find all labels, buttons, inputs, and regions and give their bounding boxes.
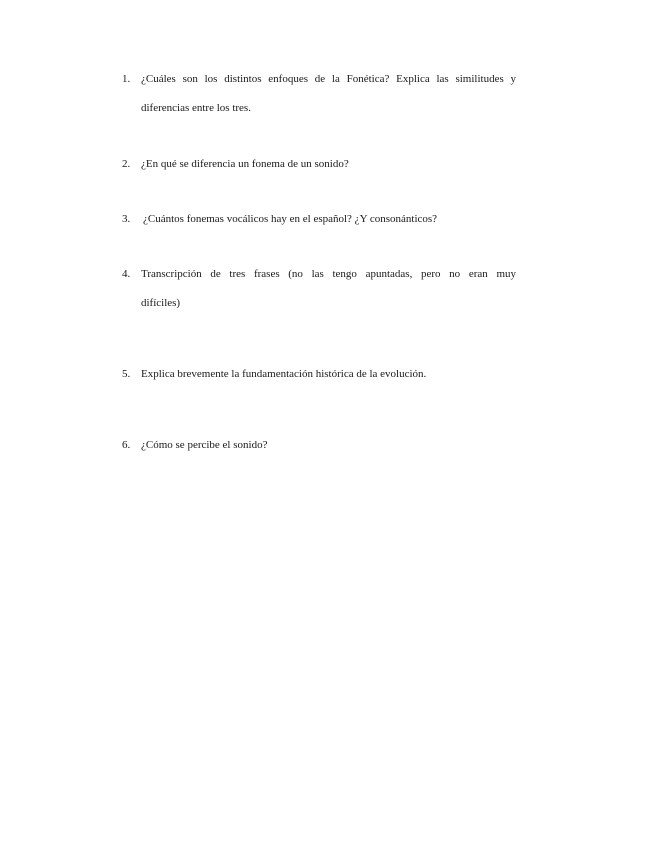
question-number: 1. (122, 73, 131, 85)
question-text-line: ¿Cuáles son los distintos enfoques de la Fonética? Explica las similitudes y (141, 73, 516, 85)
question-number: 6. (122, 439, 131, 451)
question-number: 2. (122, 158, 131, 170)
question-number: 5. (122, 368, 131, 380)
question-text-line: difíciles) (141, 297, 181, 309)
question-text-line: Transcripción de tres frases (no las tengo apuntadas, pero no eran muy (141, 268, 516, 280)
question-text-line: diferencias entre los tres. (141, 102, 251, 114)
question-text-line: ¿Cuántos fonemas vocálicos hay en el español? ¿Y consonánticos? (143, 213, 438, 225)
question-number: 3. (122, 213, 131, 225)
question-text-line: ¿Cómo se percibe el sonido? (141, 439, 268, 451)
question-text-line: ¿En qué se diferencia un fonema de un sonido? (141, 158, 349, 170)
question-text-line: Explica brevemente la fundamentación histórica de la evolución. (141, 368, 427, 380)
question-number: 4. (122, 268, 131, 280)
